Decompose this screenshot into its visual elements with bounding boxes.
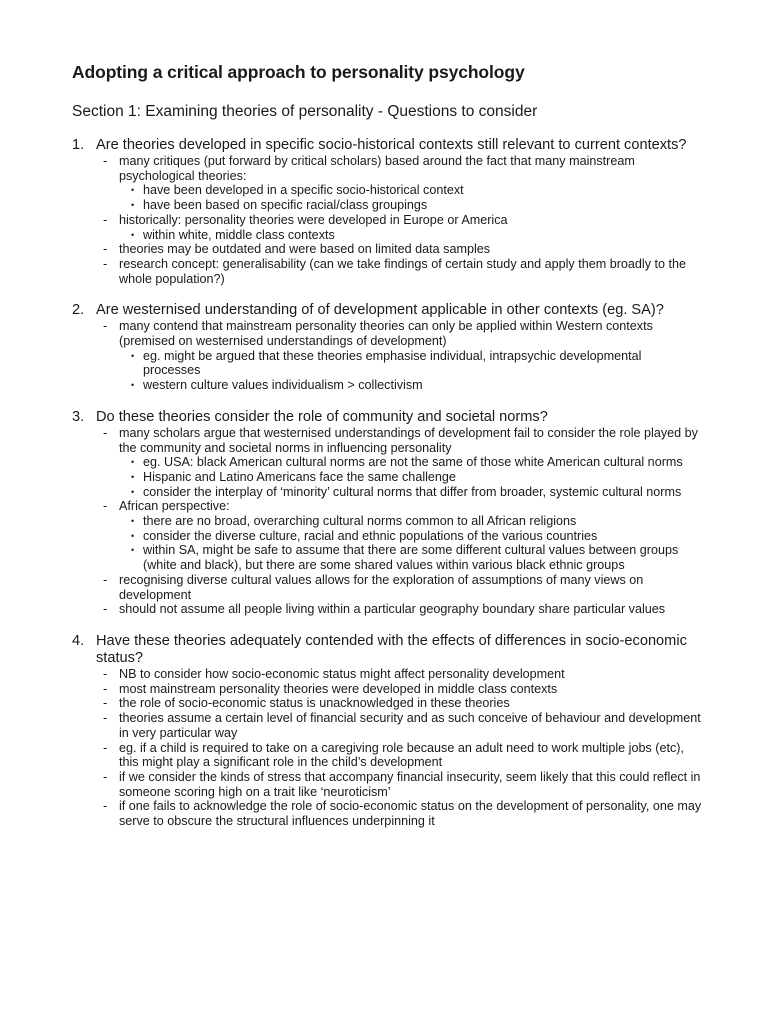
sub-point-item [131,228,702,243]
dash-marker: - [103,666,108,681]
point-text: many contend that mainstream personality theories can only be applied within Western contexts (premised on westernised understandings of development) [119,319,653,349]
sub-point-list [119,228,702,243]
point-body [119,770,702,799]
point-body [119,602,702,617]
sub-point-list [119,514,702,573]
sub-point-item [131,514,702,529]
dash-marker: - [103,319,108,334]
sub-point-text: within SA, might be safe to assume that there are some different cultural values between groups (white and black), but there are some shared values within various black ethnic groups [143,543,679,573]
point-text: research concept: generalisability (can we take findings of certain study and apply them broadly to the whole population?) [119,256,687,286]
sub-point-list [119,349,702,393]
point-body [119,499,702,573]
point-item [103,573,702,602]
question-number: 2. [72,302,85,319]
point-item [103,257,702,286]
question-item [72,409,702,617]
point-body [119,741,702,770]
point-item [103,741,702,770]
document-title: Adopting a critical approach to personality psychology [72,62,525,82]
point-text: African perspective: [119,499,230,514]
bullet-marker: • [131,486,135,497]
point-text: should not assume all people living within a particular geography boundary share particular values [119,602,666,617]
point-body [119,154,702,213]
sub-point-item [131,349,702,378]
point-text: if one fails to acknowledge the role of socio-economic status on the development of personality, one may serve to obscure the structural influences underpinning it [119,799,702,829]
point-body [119,426,702,500]
dash-marker: - [103,769,108,784]
point-body [119,573,702,602]
point-list [72,426,702,617]
question-text: Have these theories adequately contended with the effects of differences in socio-economic status? [96,632,687,666]
dash-marker: - [103,212,108,227]
point-body [119,242,702,257]
bullet-marker: • [131,530,135,541]
point-item [103,696,702,711]
question-item [72,633,702,829]
point-list [72,154,702,286]
sub-point-text: have been developed in a specific socio-historical context [143,183,464,198]
document-page [72,62,702,845]
point-body [119,696,702,711]
sub-point-item [131,529,702,544]
point-item [103,154,702,213]
dash-marker: - [103,740,108,755]
bullet-marker: • [131,380,135,391]
dash-marker: - [103,499,108,514]
sub-point-text: eg. might be argued that these theories emphasise individual, intrapsychic developmental processes [143,348,642,378]
question-heading [72,409,702,426]
point-item [103,426,702,500]
question-text: Are theories developed in specific socio-historical contexts still relevant to current contexts? [96,137,687,153]
question-heading [72,302,702,319]
point-text: if we consider the kinds of stress that accompany financial insecurity, seem likely that this could reflect in someone scoring high on a trait like ‘neuroticism’ [119,769,701,799]
dash-marker: - [103,711,108,726]
question-list [72,137,702,829]
point-body [119,257,702,286]
bullet-marker: • [131,229,135,240]
sub-point-item [131,455,702,470]
point-item [103,667,702,682]
sub-point-text: Hispanic and Latino Americans face the same challenge [143,469,456,484]
dash-marker: - [103,696,108,711]
bullet-marker: • [131,350,135,361]
sub-point-item [131,543,702,572]
sub-point-item [131,198,702,213]
sub-point-item [131,470,702,485]
question-text: Are westernised understanding of of development applicable in other contexts (eg. SA)? [96,302,664,319]
sub-point-list [119,455,702,499]
point-item [103,602,702,617]
point-item [103,770,702,799]
question-number: 3. [72,408,85,425]
dash-marker: - [103,242,108,257]
sub-point-text: consider the interplay of ‘minority’ cultural norms that differ from broader, systemic cultural norms [143,484,682,499]
dash-marker: - [103,572,108,587]
point-body [119,667,702,682]
question-heading [72,633,702,667]
point-text: theories may be outdated and were based on limited data samples [119,242,491,257]
question-heading [72,137,702,154]
sub-point-item [131,485,702,500]
dash-marker: - [103,154,108,168]
sub-point-text: there are no broad, overarching cultural norms common to all African religions [143,514,577,529]
dash-marker: - [103,799,108,814]
question-number: 4. [72,632,85,649]
question-number: 1. [72,137,85,153]
point-text: most mainstream personality theories were developed in middle class contexts [119,681,558,696]
point-body [119,711,702,740]
dash-marker: - [103,681,108,696]
dash-marker: - [103,256,108,271]
point-item [103,682,702,697]
point-item [103,213,702,242]
dash-marker: - [103,425,108,440]
dash-marker: - [103,602,108,617]
point-body [119,799,702,828]
question-text: Do these theories consider the role of community and societal norms? [96,408,548,425]
sub-point-text: within white, middle class contexts [143,227,335,242]
point-body [119,213,702,242]
point-text: eg. if a child is required to take on a caregiving role because an adult need to work multiple jobs (etc), this might play a significant role in the child’s development [119,740,684,770]
point-text: theories assume a certain level of financial security and as such conceive of behaviour and development in very particular way [119,711,701,740]
bullet-marker: • [131,457,135,468]
sub-point-text: consider the diverse culture, racial and ethnic populations of the various countries [143,528,598,543]
point-list [72,319,702,393]
bullet-marker: • [131,185,135,196]
bullet-marker: • [131,200,135,211]
sub-point-text: western culture values individualism > collectivism [143,378,423,393]
sub-point-list [119,183,702,212]
sub-point-item [131,378,702,393]
point-item [103,799,702,828]
point-list [72,667,702,829]
point-text: many critiques (put forward by critical scholars) based around the fact that many mainstream psychological theories: [119,154,635,183]
point-text: recognising diverse cultural values allows for the exploration of assumptions of many views on development [119,572,644,602]
bullet-marker: • [131,516,135,527]
bullet-marker: • [131,545,135,556]
sub-point-text: have been based on specific racial/class groupings [143,198,428,213]
point-body [119,682,702,697]
point-item [103,319,702,393]
question-item [72,302,702,393]
point-text: many scholars argue that westernised understandings of development fail to consider the role played by the community and societal norms in influencing personality [119,425,698,455]
bullet-marker: • [131,471,135,482]
point-text: historically: personality theories were developed in Europe or America [119,212,508,227]
point-item [103,242,702,257]
point-body [119,319,702,393]
point-item [103,499,702,573]
question-item [72,137,702,286]
sub-point-text: eg. USA: black American cultural norms are not the same of those white American cultural norms [143,455,683,470]
point-text: the role of socio-economic status is unacknowledged in these theories [119,696,510,711]
sub-point-item [131,183,702,198]
point-item [103,711,702,740]
section-heading: Section 1: Examining theories of personality - Questions to consider [72,103,538,120]
point-text: NB to consider how socio-economic status might affect personality development [119,666,565,681]
